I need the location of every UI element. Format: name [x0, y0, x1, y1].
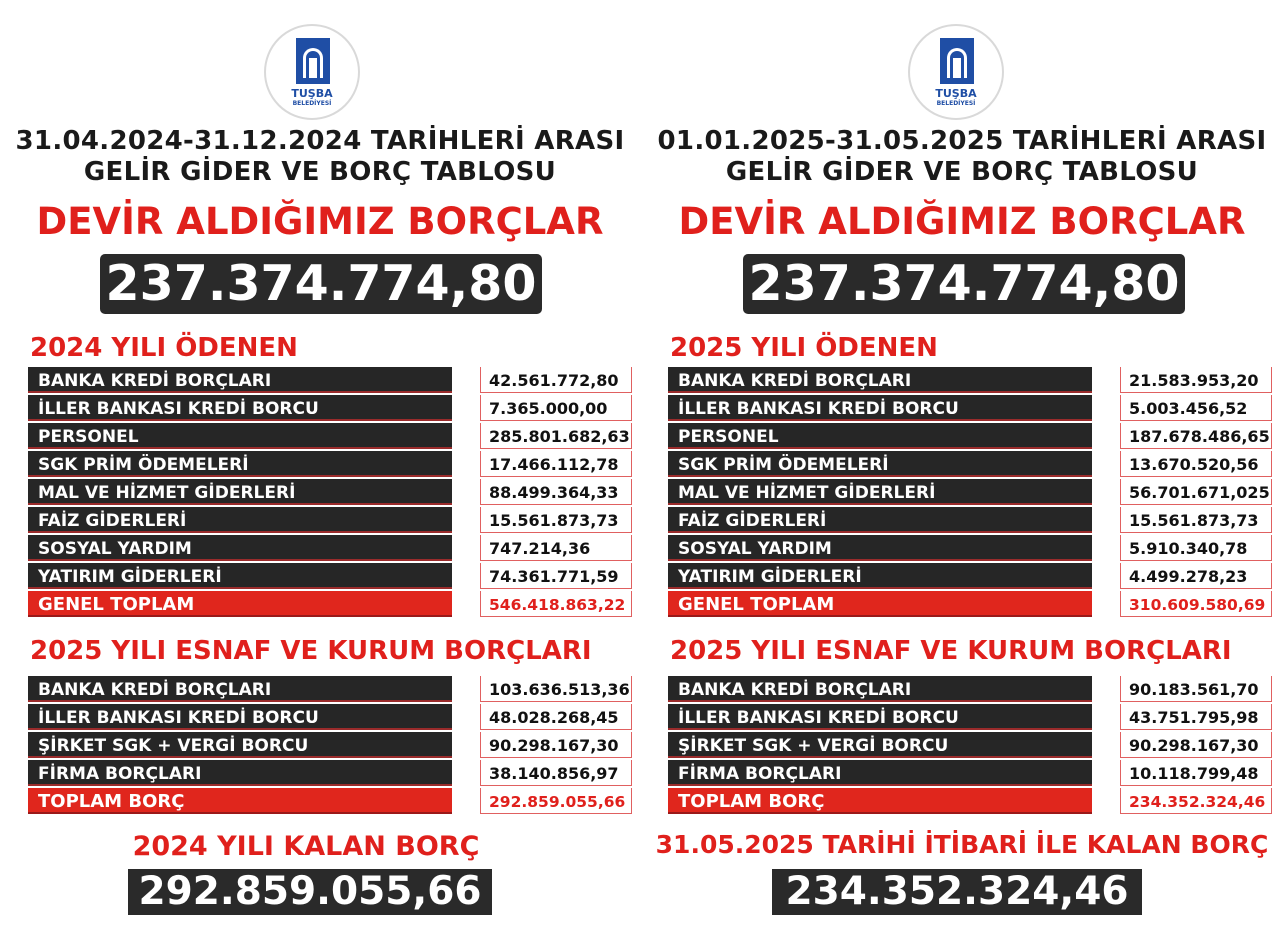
paid-title: 2024 YILI ÖDENEN [30, 333, 298, 363]
logo-name: TUŞBA [935, 87, 977, 100]
right-panel [640, 0, 1280, 931]
row-value: 4.499.278,23 [1120, 563, 1272, 589]
row-value: 38.140.856,97 [480, 760, 632, 786]
logo-subtitle: BELEDİYESİ [292, 100, 332, 107]
devir-amount: 237.374.774,80 [743, 254, 1185, 314]
title-line2: GELİR GİDER VE BORÇ TABLOSU [83, 157, 557, 187]
row-value: 7.365.000,00 [480, 395, 632, 421]
row-value: 90.183.561,70 [1120, 676, 1272, 702]
row-label: İLLER BANKASI KREDİ BORCU [668, 704, 1092, 730]
row-label: YATIRIM GİDERLERİ [668, 563, 1092, 589]
row-value: 285.801.682,63 [480, 423, 632, 449]
paid-title: 2025 YILI ÖDENEN [670, 333, 938, 363]
remaining-amount: 292.859.055,66 [128, 869, 492, 915]
row-label: MAL VE HİZMET GİDERLERİ [668, 479, 1092, 505]
row-value: 5.910.340,78 [1120, 535, 1272, 561]
building-icon [296, 38, 330, 84]
row-value: 90.298.167,30 [480, 732, 632, 758]
total-value: 546.418.863,22 [480, 591, 632, 617]
row-label: BANKA KREDİ BORÇLARI [668, 367, 1092, 393]
row-label: İLLER BANKASI KREDİ BORCU [28, 704, 452, 730]
row-label: YATIRIM GİDERLERİ [28, 563, 452, 589]
row-value: 42.561.772,80 [480, 367, 632, 393]
debt-title: 2025 YILI ESNAF VE KURUM BORÇLARI [30, 636, 592, 666]
devir-label: DEVİR ALDIĞIMIZ BORÇLAR [36, 200, 604, 243]
remaining-amount: 234.352.324,46 [772, 869, 1142, 915]
row-value: 5.003.456,52 [1120, 395, 1272, 421]
row-label: SOSYAL YARDIM [28, 535, 452, 561]
row-label: PERSONEL [668, 423, 1092, 449]
total-label: TOPLAM BORÇ [668, 788, 1092, 814]
row-label: FAİZ GİDERLERİ [668, 507, 1092, 533]
row-value: 103.636.513,36 [480, 676, 632, 702]
total-label: GENEL TOPLAM [28, 591, 452, 617]
row-label: ŞİRKET SGK + VERGİ BORCU [668, 732, 1092, 758]
row-label: FAİZ GİDERLERİ [28, 507, 452, 533]
row-label: MAL VE HİZMET GİDERLERİ [28, 479, 452, 505]
row-label: İLLER BANKASI KREDİ BORCU [668, 395, 1092, 421]
title-line2: GELİR GİDER VE BORÇ TABLOSU [725, 157, 1199, 187]
devir-label: DEVİR ALDIĞIMIZ BORÇLAR [678, 200, 1246, 243]
row-value: 187.678.486,65 [1120, 423, 1272, 449]
logo-name: TUŞBA [291, 87, 333, 100]
row-label: PERSONEL [28, 423, 452, 449]
row-value: 747.214,36 [480, 535, 632, 561]
row-label: İLLER BANKASI KREDİ BORCU [28, 395, 452, 421]
municipality-logo [908, 24, 1004, 120]
row-value: 43.751.795,98 [1120, 704, 1272, 730]
row-value: 90.298.167,30 [1120, 732, 1272, 758]
remaining-label: 31.05.2025 TARİHİ İTİBARİ İLE KALAN BORÇ [655, 830, 1269, 859]
row-label: SGK PRİM ÖDEMELERİ [668, 451, 1092, 477]
row-label: SOSYAL YARDIM [668, 535, 1092, 561]
total-label: TOPLAM BORÇ [28, 788, 452, 814]
row-label: SGK PRİM ÖDEMELERİ [28, 451, 452, 477]
debt-title: 2025 YILI ESNAF VE KURUM BORÇLARI [670, 636, 1232, 666]
row-value: 15.561.873,73 [480, 507, 632, 533]
row-label: FİRMA BORÇLARI [668, 760, 1092, 786]
title-line1: 01.01.2025-31.05.2025 TARİHLERİ ARASI [657, 126, 1267, 156]
total-value: 234.352.324,46 [1120, 788, 1272, 814]
municipality-logo [264, 24, 360, 120]
row-value: 13.670.520,56 [1120, 451, 1272, 477]
row-label: ŞİRKET SGK + VERGİ BORCU [28, 732, 452, 758]
row-label: BANKA KREDİ BORÇLARI [668, 676, 1092, 702]
row-value: 74.361.771,59 [480, 563, 632, 589]
title-line1: 31.04.2024-31.12.2024 TARİHLERİ ARASI [15, 126, 625, 156]
row-value: 48.028.268,45 [480, 704, 632, 730]
row-label: BANKA KREDİ BORÇLARI [28, 676, 452, 702]
devir-amount: 237.374.774,80 [100, 254, 542, 314]
row-value: 17.466.112,78 [480, 451, 632, 477]
remaining-label: 2024 YILI KALAN BORÇ [132, 831, 480, 862]
row-label: FİRMA BORÇLARI [28, 760, 452, 786]
row-value: 21.583.953,20 [1120, 367, 1272, 393]
logo-subtitle: BELEDİYESİ [936, 100, 976, 107]
total-label: GENEL TOPLAM [668, 591, 1092, 617]
total-value: 310.609.580,69 [1120, 591, 1272, 617]
row-value: 10.118.799,48 [1120, 760, 1272, 786]
total-value: 292.859.055,66 [480, 788, 632, 814]
building-icon [940, 38, 974, 84]
row-value: 15.561.873,73 [1120, 507, 1272, 533]
row-value: 88.499.364,33 [480, 479, 632, 505]
row-value: 56.701.671,025 [1120, 479, 1272, 505]
row-label: BANKA KREDİ BORÇLARI [28, 367, 452, 393]
